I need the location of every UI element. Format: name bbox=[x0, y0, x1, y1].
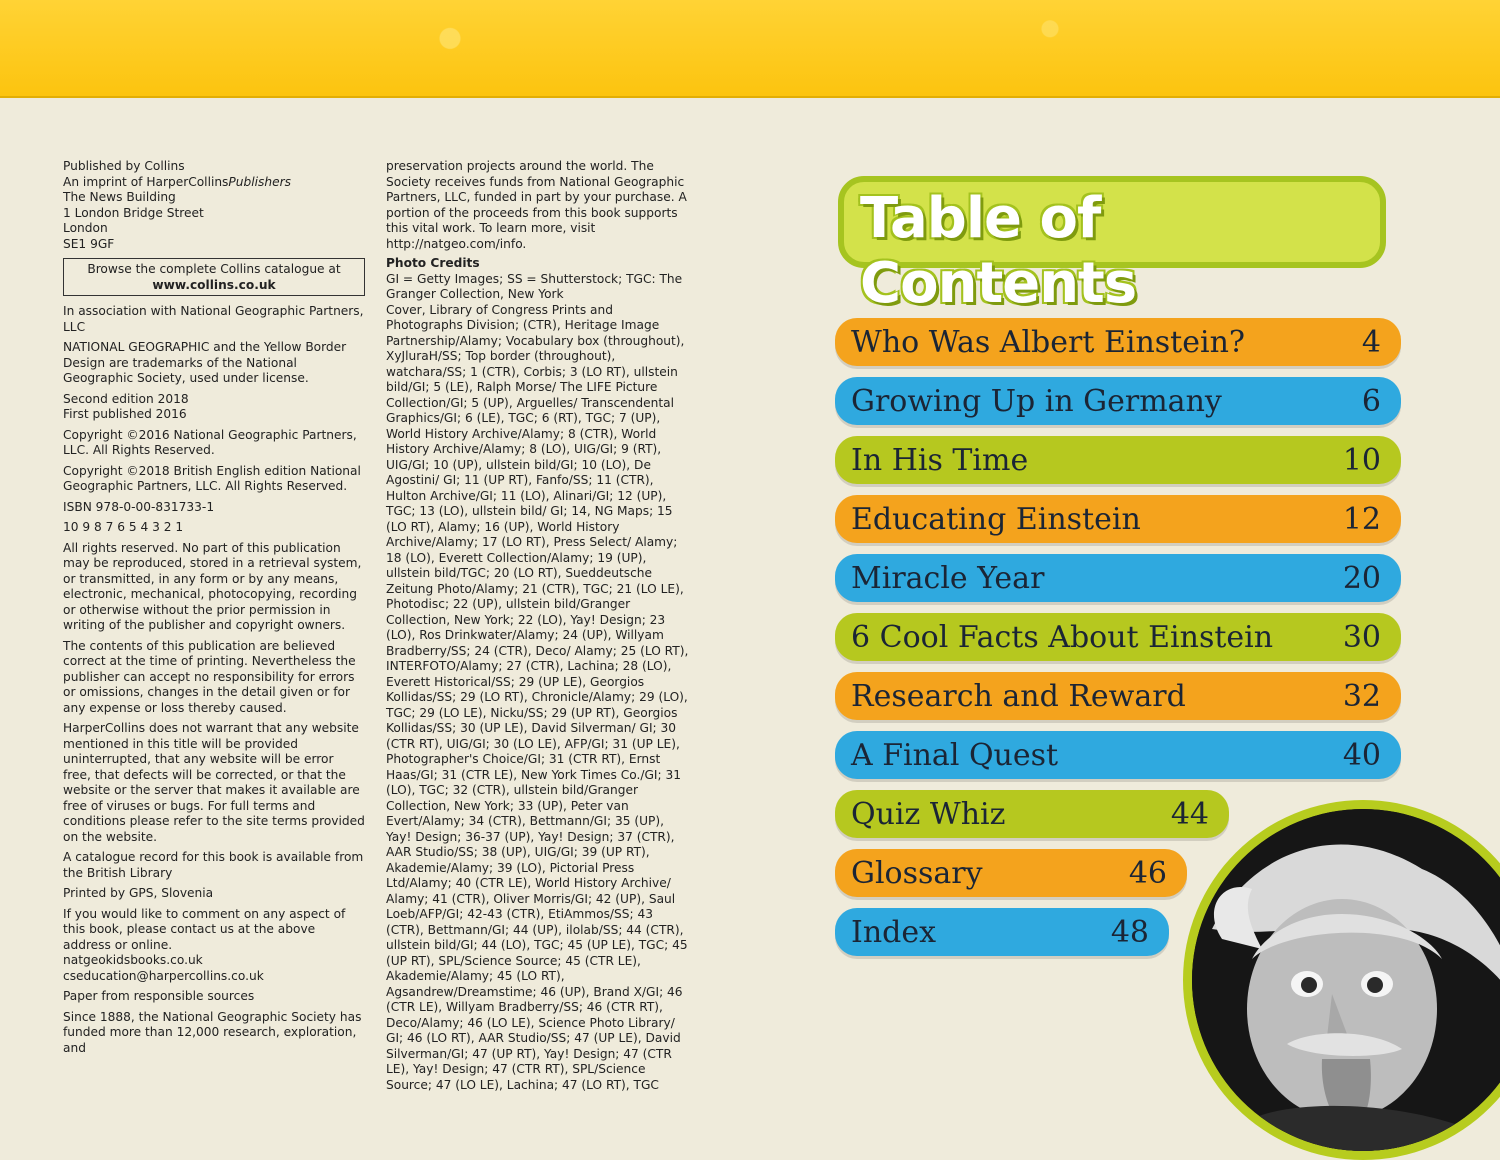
catalogue-record: A catalogue record for this book is available from the British Library bbox=[63, 850, 364, 880]
einstein-portrait-photo bbox=[1192, 809, 1500, 1151]
rights-text: All rights reserved. No part of this publication may be reproduced, stored in a retrieval system, or transmitted, in any form or by any means, electronic, mechanical, photocopying, recording or otherwise without the prior permission in writing of the publisher and copyright owners. bbox=[63, 540, 362, 632]
toc-entry-page: 30 bbox=[1342, 619, 1381, 655]
disclaimer-text: The contents of this publication are believed correct at the time of printing. Nevertheless the publisher can accept no responsibility for errors or omissions, changes in the detail given or for any expense or loss thereby caused. bbox=[63, 638, 356, 715]
credits-column bbox=[386, 159, 691, 1093]
toc-entry[interactable] bbox=[835, 908, 1169, 956]
toc-entry[interactable] bbox=[835, 672, 1401, 720]
ngs-continued-text: preservation projects around the world. The Society receives funds from National Geographic Partners, LLC, funded in part by your purchase. A portion of the proceeds from this book supports this vital work. To learn more, visit http://natgeo.com/info. bbox=[386, 159, 687, 251]
toc-entry-label: 6 Cool Facts About Einstein bbox=[851, 619, 1274, 655]
toc-entry[interactable] bbox=[835, 436, 1401, 484]
website-disclaimer: HarperCollins does not warrant that any website mentioned in this title will be provided uninterrupted, that any website will be error free, that defects will be corrected, or that the website or the server that makes it available are free of viruses or bugs. For full terms and conditions please refer to the site terms provided on the website. bbox=[63, 721, 365, 844]
toc-entry-page: 20 bbox=[1342, 560, 1381, 596]
address-line: London bbox=[63, 221, 108, 235]
browse-text: Browse the complete Collins catalogue at bbox=[87, 262, 341, 276]
photo-credits-heading: Photo Credits bbox=[386, 256, 480, 270]
toc-entry[interactable] bbox=[835, 377, 1401, 425]
toc-title: Table of Contents bbox=[860, 186, 1137, 316]
toc-entry-page: 10 bbox=[1342, 442, 1381, 478]
publisher-line: Published by Collins bbox=[63, 159, 185, 173]
credits-key: GI = Getty Images; SS = Shutterstock; TGC: The Granger Collection, New York bbox=[386, 271, 683, 301]
toc-entry-page: 4 bbox=[1361, 324, 1381, 360]
toc-entry[interactable] bbox=[835, 318, 1401, 366]
toc-entry-label: Growing Up in Germany bbox=[851, 383, 1222, 419]
toc-entry-label: Glossary bbox=[851, 855, 983, 891]
toc-entry-page: 48 bbox=[1110, 914, 1149, 950]
edition-text: Second edition 2018 First published 2016 bbox=[63, 391, 189, 421]
comment-text: If you would like to comment on any aspect of this book, please contact us at the above address or online. bbox=[63, 906, 346, 952]
toc-entry-label: Who Was Albert Einstein? bbox=[851, 324, 1245, 360]
toc-entry[interactable] bbox=[835, 613, 1401, 661]
address-line: SE1 9GF bbox=[63, 236, 115, 251]
association-text: In association with National Geographic Partners, LLC bbox=[63, 304, 364, 334]
imprint-line: An imprint of HarperCollinsPublishers bbox=[63, 174, 291, 189]
paper-text: Paper from responsible sources bbox=[63, 989, 255, 1003]
portrait-illustration bbox=[1192, 809, 1500, 1151]
catalogue-box bbox=[63, 258, 365, 296]
toc-entry[interactable] bbox=[835, 790, 1229, 838]
toc-entry-page: 44 bbox=[1170, 796, 1209, 832]
toc-entry-label: In His Time bbox=[851, 442, 1029, 478]
toc-entry-label: Index bbox=[851, 914, 937, 950]
toc-entry-page: 40 bbox=[1342, 737, 1381, 773]
toc-entry-page: 12 bbox=[1342, 501, 1381, 537]
toc-entry[interactable] bbox=[835, 554, 1401, 602]
toc-entry[interactable] bbox=[835, 849, 1187, 897]
printer-text: Printed by GPS, Slovenia bbox=[63, 886, 214, 900]
address-line: The News Building bbox=[63, 190, 176, 204]
address-line: 1 London Bridge Street bbox=[63, 205, 204, 220]
colophon-column bbox=[63, 159, 365, 1061]
toc-entry-label: Educating Einstein bbox=[851, 501, 1141, 537]
toc-entry-page: 6 bbox=[1361, 383, 1381, 419]
toc-entry[interactable] bbox=[835, 495, 1401, 543]
toc-entry-page: 46 bbox=[1128, 855, 1167, 891]
isbn-text: ISBN 978-0-00-831733-1 bbox=[63, 499, 215, 514]
natgeo-kids-link[interactable]: natgeokidsbooks.co.uk bbox=[63, 953, 203, 967]
toc-entry-label: A Final Quest bbox=[851, 737, 1059, 773]
credits-body: Cover, Library of Congress Prints and Photographs Division; (CTR), Heritage Image Partnership/Alamy; Vocabulary box (throughout), XyJluraH/SS; Top border (throughout), watchara/SS; 1 (CTR), Corbis; 3 (LO RT), ullstein bild/GI; 5 (LE), Ralph Morse/ The LIFE Picture Collection/GI; 5 (UP), Arguelles/ Transcendental Graphics/GI; 6 (LE), TGC; 6 (RT), TGC; 7 (UP), World History Archive/Alamy; 8 (CTR), World History Archive/Alamy; 8 (LO), UIG/GI; 9 (RT), UIG/GI; 10 (UP), ullstein bild/GI; 10 (LO), De Agostini/ GI; 11 (UP RT), Fanfo/SS; 11 (CTR), Hulton Archive/GI; 11 (LO), Alinari/GI; 12 (UP), TGC; 13 (LO), ullstein bild/ GI; 14, NG Maps; 15 (LO RT), Alamy; 16 (UP), World History Archive/Alamy; 17 (LO RT), Press Select/ Alamy; 18 (LO), Everett Collection/Alamy; 19 (UP), ullstein bild/TGC; 20 (LO RT), Sueddeutsche Zeitung Photo/Alamy; 21 (CTR), TGC; 21 (LO LE), Photodisc; 22 (UP), ullstein bild/Granger Collection, New York; 22 (LO), Yay! Design; 23 (LO), Ros Drinkwater/Alamy; 24 (UP), Willyam Bradberry/SS; 24 (CTR), Deco/ Alamy; 25 (LO RT), INTERFOTO/Alamy; 27 (CTR), Lachina; 28 (LO), Everett Historical/SS; 29 (UP LE), Georgios Kollidas/SS; 29 (LO RT), Chronicle/Alamy; 29 (LO), TGC; 29 (LO LE), Nicku/SS; 29 (UP RT), Georgios Kollidas/SS; 30 (UP LE), David Silverman/ GI; 30 (CTR RT), UIG/GI; 30 (LO LE), AFP/GI; 31 (UP LE), Photographer's Choice/GI; 31 (CTR RT), Ernst Haas/GI; 31 (CTR LE), New York Times Co./GI; 31 (LO), TGC; 32 (CTR), ullstein bild/Granger Collection, New York; 33 (UP), Peter van Evert/Alamy; 34 (CTR), Bettmann/GI; 35 (UP), Yay! Design; 36-37 (UP), Yay! Design; 37 (CTR), AAR Studio/SS; 38 (UP), UIG/GI; 39 (UP RT), Akademie/Alamy; 39 (LO), Pictorial Press Ltd/Alamy; 40 (CTR LE), World History Archive/ Alamy; 41 (CTR), Oliver Morris/GI; 42 (UP), Saul Loeb/AFP/GI; 42-43 (CTR), EtiAmmos/SS; 43 (CTR), Bettmann/GI; 44 (UP), ilolab/SS; 44 (CTR), ullstein bild/GI; 44 (LO), TGC; 45 (UP LE), TGC; 45 (UP RT), SPL/Science Source; 45 (CTR LE), Akademie/Alamy; 45 (LO RT), Agsandrew/Dreamstime; 46 (UP), Brand X/GI; 46 (CTR LE), Willyam Bradberry/SS; 46 (CTR RT), Deco/Alamy; 46 (LO LE), Science Photo Library/ GI; 46 (LO RT), AAR Studio/SS; 47 (UP LE), David Silverman/GI; 47 (UP RT), Yay! Design; 47 (CTR LE), Yay! Design; 47 (CTR RT), SPL/Science Source; 47 (LO LE), Lachina; 47 (LO RT), TGC bbox=[386, 302, 689, 1092]
trademark-text: NATIONAL GEOGRAPHIC and the Yellow Border Design are trademarks of the National Geographic Society, used under license. bbox=[63, 340, 347, 385]
collins-url-link[interactable]: www.collins.co.uk bbox=[152, 277, 276, 292]
toc-entry-label: Miracle Year bbox=[851, 560, 1045, 596]
copyright-text: Copyright ©2018 British English edition National Geographic Partners, LLC. All Rights Reserved. bbox=[63, 463, 361, 493]
toc-entry-label: Quiz Whiz bbox=[851, 796, 1006, 832]
top-decorative-band bbox=[0, 0, 1500, 98]
print-line: 10 9 8 7 6 5 4 3 2 1 bbox=[63, 520, 184, 534]
einstein-photo-frame bbox=[1183, 800, 1500, 1160]
toc-entry-page: 32 bbox=[1342, 678, 1381, 714]
copyright-text: Copyright ©2016 National Geographic Partners, LLC. All Rights Reserved. bbox=[63, 427, 357, 457]
email-link[interactable]: cseducation@harpercollins.co.uk bbox=[63, 968, 264, 983]
toc-entry[interactable] bbox=[835, 731, 1401, 779]
ngs-text: Since 1888, the National Geographic Society has funded more than 12,000 research, exploration, and bbox=[63, 1009, 362, 1055]
toc-entry-label: Research and Reward bbox=[851, 678, 1186, 714]
toc-title-banner bbox=[838, 176, 1386, 316]
